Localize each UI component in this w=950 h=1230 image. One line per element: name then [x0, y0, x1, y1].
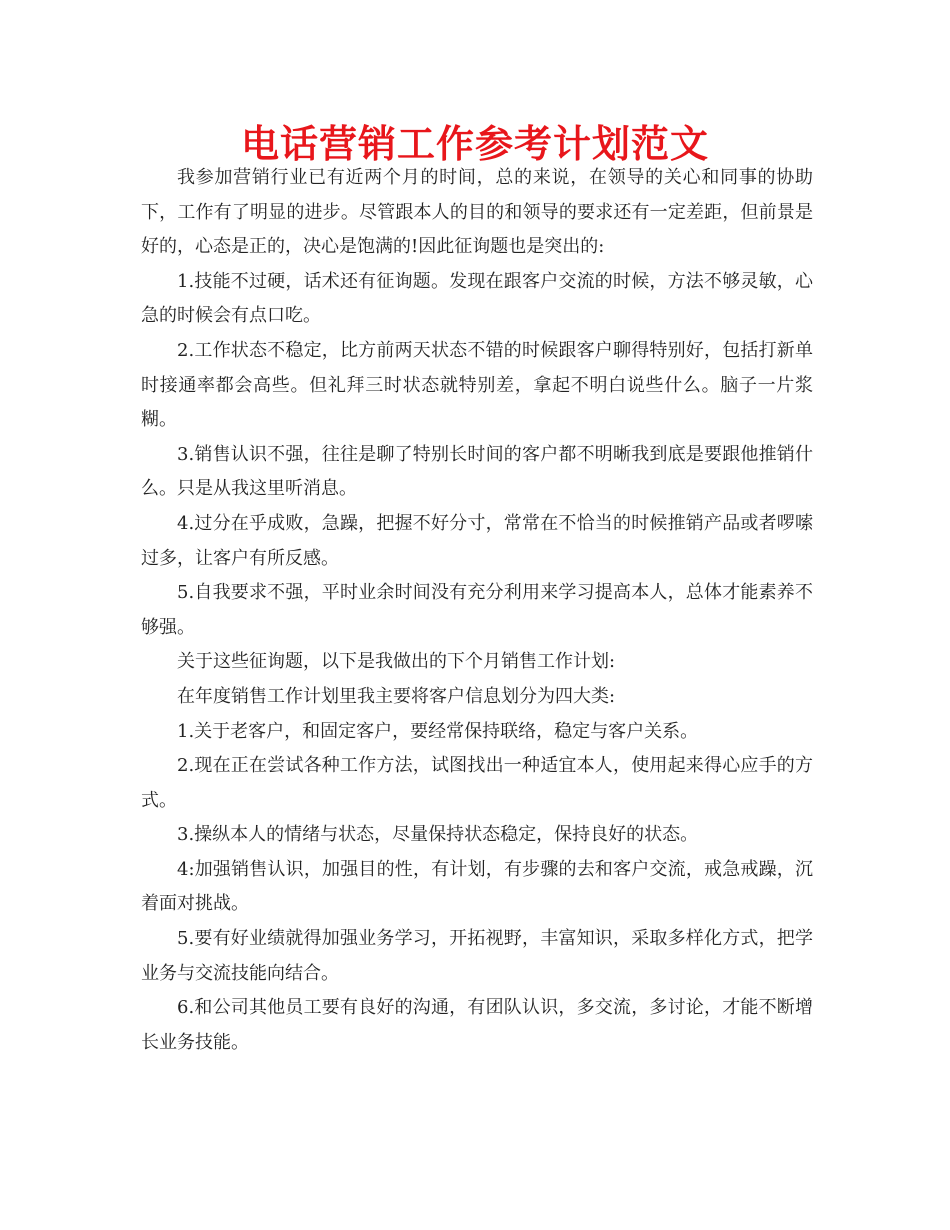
paragraph-plan-5: 5.要有好业绩就得加强业务学习，开拓视野，丰富知识，采取多样化方式，把学业务与交流技能向结合。 [141, 928, 813, 984]
paragraph-plan-2: 2.现在正在尝试各种工作方法，试图找出一种适宜本人，使用起来得心应手的方式。 [141, 755, 813, 811]
document-body [141, 161, 813, 1060]
paragraph-intro: 我参加营销行业已有近两个月的时间，总的来说，在领导的关心和同事的协助下，工作有了明显的进步。尽管跟本人的目的和领导的要求还有一定差距，但前景是好的，心态是正的，决心是饱满的!因此征询题也是突出的: [141, 167, 813, 258]
paragraph-plan-3: 3.操纵本人的情绪与状态，尽量保持状态稳定，保持良好的状态。 [177, 824, 699, 846]
paragraph-plan-1: 1.关于老客户，和固定客户，要经常保持联络，稳定与客户关系。 [177, 720, 699, 742]
paragraph-problem-4: 4.过分在乎成败，急躁，把握不好分寸，常常在不恰当的时候推销产品或者啰嗦过多，让客户有所反感。 [141, 512, 813, 569]
paragraph-problem-5: 5.自我要求不强，平时业余时间没有充分利用来学习提高本人，总体才能素养不够强。 [141, 582, 813, 638]
paragraph-problem-3: 3.销售认识不强，往往是聊了特别长时间的客户都不明晰我到底是要跟他推销什么。只是从我这里听消息。 [141, 443, 813, 500]
paragraph-plan-intro: 关于这些征询题，以下是我做出的下个月销售工作计划: [177, 651, 616, 673]
paragraph-plan-6: 6.和公司其他员工要有良好的沟通，有团队认识，多交流，多讨论，才能不断增长业务技能。 [141, 997, 813, 1053]
paragraph-problem-2: 2.工作状态不稳定，比方前两天状态不错的时候跟客户聊得特别好，包括打新单时接通率都会高些。但礼拜三时状态就特别差，拿起不明白说些什么。脑子一片浆糊。 [141, 339, 813, 431]
document-title: 电话营销工作参考计划范文 [240, 122, 709, 166]
paragraph-problem-1: 1.技能不过硬，话术还有征询题。发现在跟客户交流的时候，方法不够灵敏，心急的时候会有点口吃。 [141, 270, 813, 327]
paragraph-plan-4: 4:加强销售认识，加强目的性，有计划，有步骤的去和客户交流，戒急戒躁，沉着面对挑战。 [141, 858, 813, 915]
paragraph-plan-categories: 在年度销售工作计划里我主要将客户信息划分为四大类: [177, 685, 616, 707]
